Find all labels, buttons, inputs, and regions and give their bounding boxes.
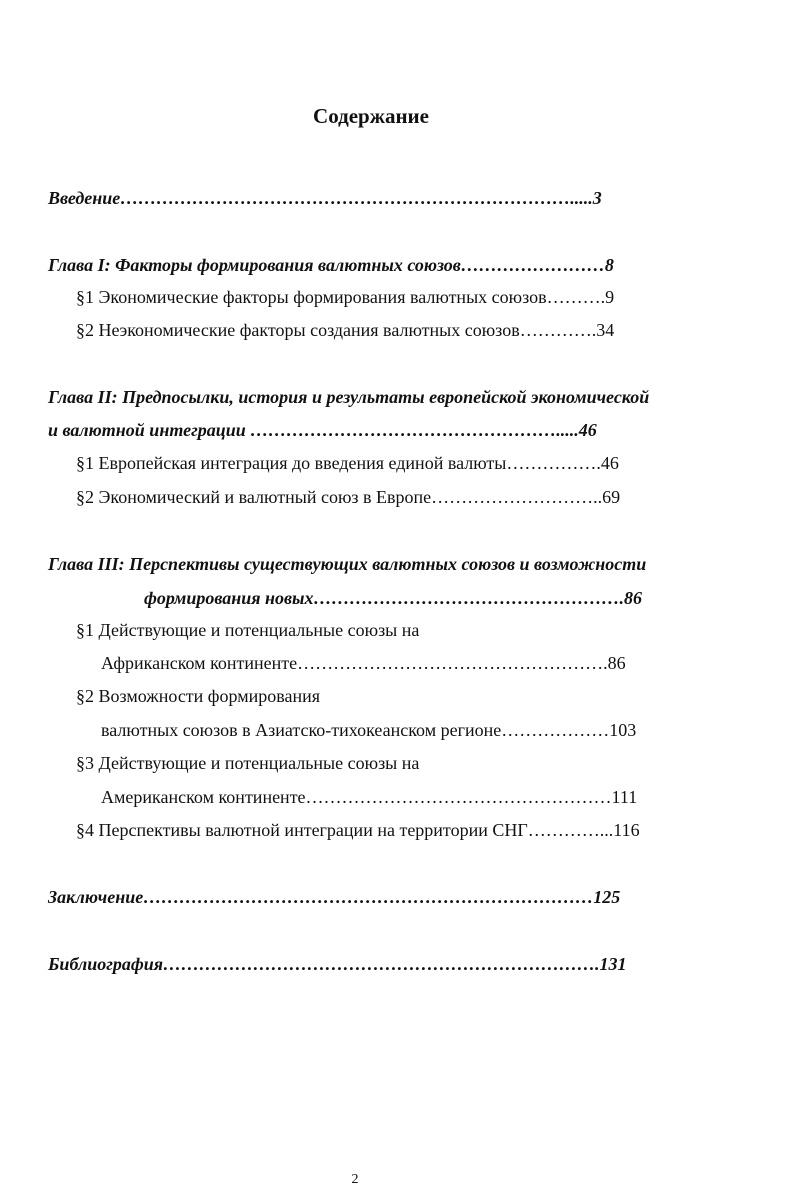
toc-intro: Введение………………………………………………………………….....3 (48, 188, 602, 208)
toc-chapter-3-line-1: Глава III: Перспективы существующих валютных союзов и возможности (48, 554, 647, 574)
toc-bibliography: Библиография……………………………………………………………….131 (48, 954, 627, 974)
toc-ch3-section-2-line-1: §2 Возможности формирования (76, 686, 321, 706)
page-title: Содержание (313, 104, 429, 128)
toc-ch3-section-2-line-2: валютных союзов в Азиатско-тихокеанском регионе………………103 (101, 720, 637, 740)
toc-ch2-section-2: §2 Экономический и валютный союз в Европе………………………..69 (76, 487, 621, 507)
toc-chapter-2-line-2: и валютной интеграции …………………………………………….....46 (48, 420, 597, 440)
toc-ch3-section-3-line-2: Американском континенте……………………………………………111 (101, 787, 638, 807)
toc-chapter-3-line-2: формирования новых…………………………………………….86 (144, 588, 643, 608)
toc-conclusion: Заключение…………………………………………………………………125 (48, 887, 621, 907)
toc-ch3-section-1-line-2: Африканском континенте…………………………………………….86 (101, 653, 626, 673)
page-number: 2 (351, 1172, 359, 1187)
toc-chapter-2-line-1: Глава II: Предпосылки, история и результаты европейской экономической (48, 387, 650, 407)
toc-ch3-section-4: §4 Перспективы валютной интеграции на территории СНГ…………...116 (76, 820, 640, 840)
toc-ch3-section-1-line-1: §1 Действующие и потенциальные союзы на (76, 620, 420, 640)
toc-ch1-section-2: §2 Неэкономические факторы создания валютных союзов………….34 (76, 320, 615, 340)
toc-ch1-section-1: §1 Экономические факторы формирования валютных союзов……….9 (76, 287, 615, 307)
toc-chapter-1: Глава I: Факторы формирования валютных союзов……………………8 (48, 255, 614, 275)
toc-ch3-section-3-line-1: §3 Действующие и потенциальные союзы на (76, 753, 420, 773)
toc-ch2-section-1: §1 Европейская интеграция до введения единой валюты…………….46 (76, 453, 619, 473)
